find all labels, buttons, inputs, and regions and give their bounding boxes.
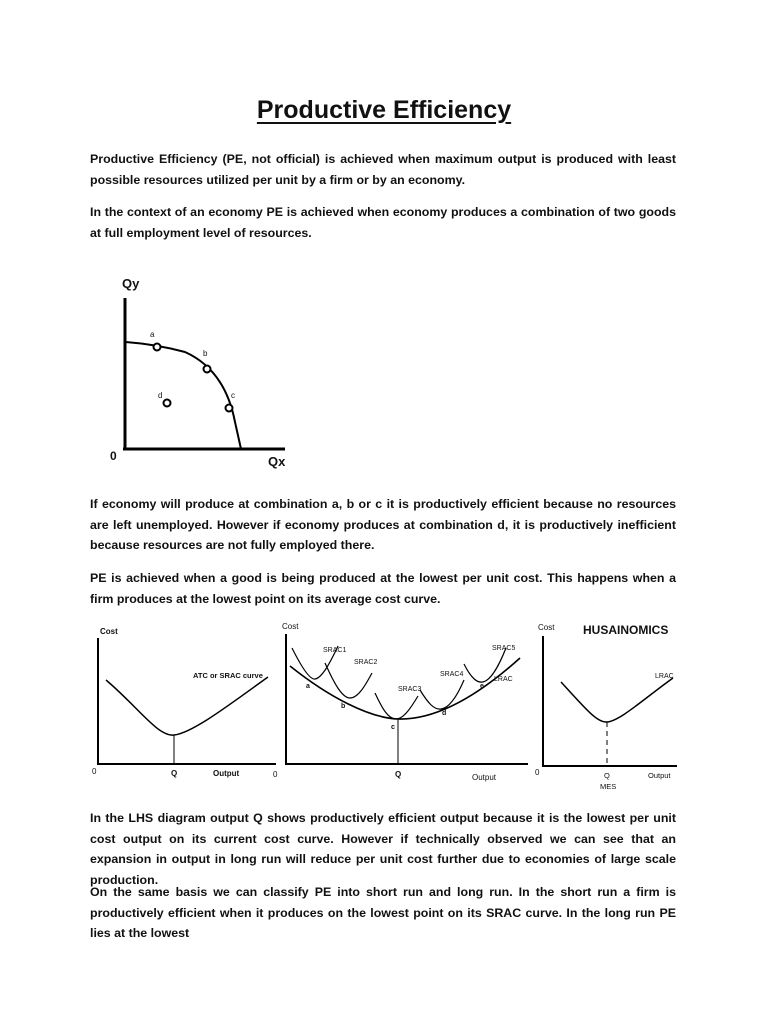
paragraph-ppf-explanation: If economy will produce at combination a, b or c it is productively efficient because no resources are left unemployed. However if economy produces at combination d, it is productively inefficient because resources are not fully employed there.: [90, 497, 676, 552]
left-atc-curve: [106, 677, 268, 735]
ppf-label-d: d: [158, 391, 163, 400]
cost-diagram-left: [88, 622, 278, 792]
paragraph-short-long-run: On the same basis we can classify PE into short run and long run. In the short run a firm is productively efficient when it produces on the lowest point on its SRAC curve. In the long run PE lies at the lowest: [90, 885, 676, 940]
paragraph-lowest-cost: PE is achieved when a good is being produced at the lowest per unit cost. This happens when a firm produces at the lowest point on its average cost curve.: [90, 571, 676, 606]
left-output-label: Output: [213, 769, 240, 778]
middle-q-label: Q: [395, 770, 402, 779]
right-lrac-curve: [561, 678, 673, 722]
right-output-label: Output: [648, 771, 671, 780]
left-curve-label: ATC or SRAC curve: [193, 671, 263, 680]
middle-srac2-label: SRAC2: [354, 659, 378, 666]
ppf-point-a: [154, 344, 161, 351]
middle-point-b: b: [341, 703, 346, 710]
ppf-x-axis-label: Qx: [268, 454, 286, 469]
middle-srac4-curve: [420, 680, 464, 709]
right-mes-label: MES: [600, 782, 617, 791]
middle-srac3-curve: [375, 693, 418, 719]
middle-srac2-curve: [325, 663, 372, 698]
left-cost-label: Cost: [100, 627, 118, 636]
middle-point-c: c: [391, 724, 395, 731]
ppf-point-d: [164, 400, 171, 407]
left-origin-label: 0: [92, 767, 97, 776]
right-cost-label: Cost: [538, 623, 555, 632]
middle-point-d: d: [442, 710, 447, 717]
ppf-origin-label: 0: [110, 449, 117, 463]
cost-diagram-right: [535, 618, 695, 798]
paragraph-lhs-diagram: In the LHS diagram output Q shows productively efficient output because it is the lowest per unit cost output on its current cost curve. However if technically observed we can see that an expansion in output in long run will reduce per unit cost further due to economies of large scale production.: [90, 811, 676, 887]
middle-cost-label: Cost: [282, 622, 299, 631]
middle-point-e: e: [480, 683, 484, 690]
middle-srac3-label: SRAC3: [398, 686, 422, 693]
right-origin-label: 0: [535, 768, 540, 777]
cost-diagram-middle: [270, 618, 530, 793]
paragraph-definition: Productive Efficiency (PE, not official) is achieved when maximum output is produced with least possible resources utilized per unit by a firm or by an economy.: [90, 152, 676, 187]
ppf-label-a: a: [150, 330, 155, 339]
middle-srac1-label: SRAC1: [323, 647, 347, 654]
page-title: Productive Efficiency: [256, 96, 512, 124]
brand-label: HUSAINOMICS: [583, 623, 669, 637]
ppf-diagram: [105, 272, 305, 472]
ppf-label-c: c: [231, 391, 235, 400]
right-lrac-label: LRAC: [655, 673, 674, 680]
middle-point-a: a: [306, 683, 310, 690]
ppf-y-axis-label: Qy: [122, 276, 140, 291]
middle-srac4-label: SRAC4: [440, 671, 464, 678]
paragraph-economy-context: In the context of an economy PE is achieved when economy produces a combination of two goods at full employment level of resources.: [90, 205, 676, 240]
middle-lrac-label: LRAC: [494, 676, 513, 683]
ppf-point-c: [226, 405, 233, 412]
ppf-label-b: b: [203, 349, 208, 358]
middle-output-label: Output: [472, 773, 497, 782]
left-q-label: Q: [171, 769, 178, 778]
ppf-curve: [125, 342, 241, 449]
ppf-point-b: [204, 366, 211, 373]
middle-srac5-label: SRAC5: [492, 645, 516, 652]
right-q-label: Q: [604, 771, 610, 780]
middle-origin-label: 0: [273, 770, 278, 779]
